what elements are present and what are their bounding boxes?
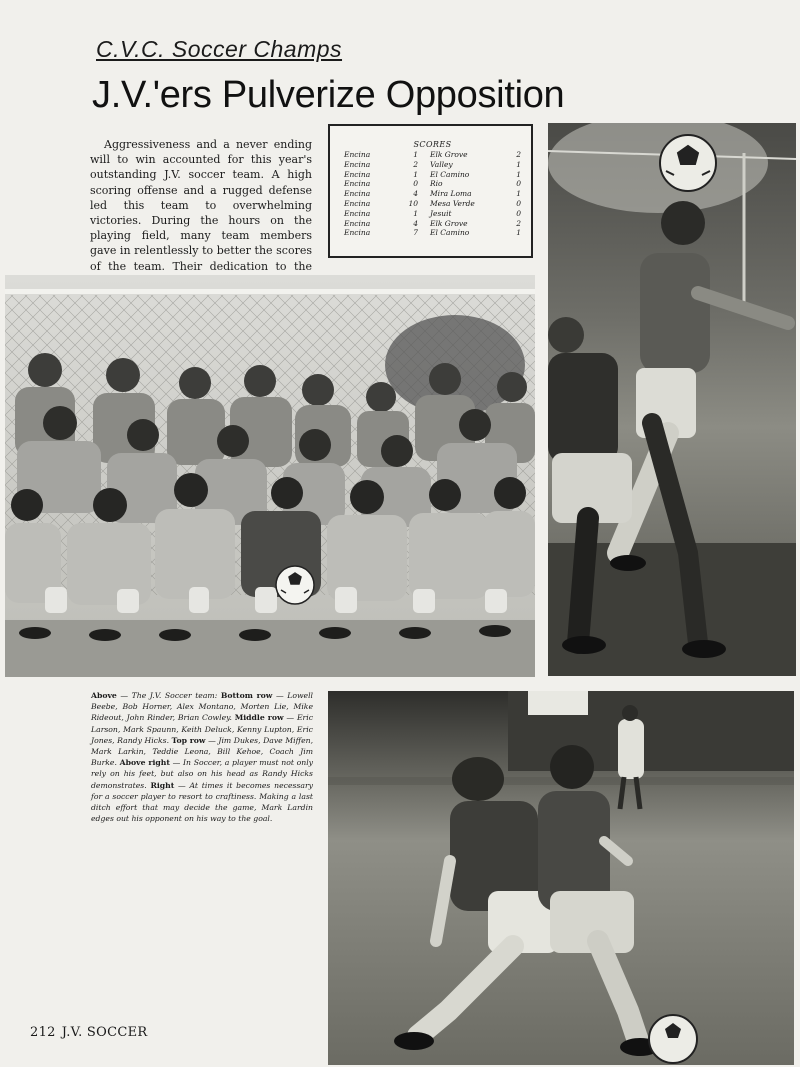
score-opponent: Elk Grove: [430, 150, 468, 159]
score-row: [344, 228, 521, 238]
score-opponent-points: 0: [516, 198, 521, 208]
score-opponent: Valley: [430, 159, 453, 169]
score-team-points: 1: [413, 208, 418, 218]
scores-title: SCORES: [413, 140, 452, 149]
score-team: Encina: [344, 179, 371, 189]
score-opponent: Mesa Verde: [430, 198, 475, 208]
score-team-points: 0: [413, 179, 418, 189]
scores-table: [344, 150, 521, 238]
caption-middle-lead: Middle row: [234, 713, 284, 723]
scores-box: [328, 124, 533, 258]
page-number: 212: [30, 1025, 56, 1040]
section-name: J.V. SOCCER: [61, 1025, 148, 1040]
score-opponent-points: 1: [516, 169, 521, 179]
score-team-points: 10: [408, 198, 418, 208]
score-opponent-points: 2: [516, 218, 521, 228]
score-row: [344, 219, 521, 229]
score-team: Encina: [344, 169, 371, 179]
caption-above-right-text: — In Soccer, a player must not only rely on his feet, but also on his head as Randy Hicks demonstrates.: [91, 758, 313, 790]
score-opponent-points: 1: [516, 159, 521, 169]
score-opponent: El Camino: [430, 228, 470, 238]
score-row: [344, 189, 521, 199]
score-row: [344, 170, 521, 180]
score-opponent-points: 2: [516, 150, 521, 159]
score-row: [344, 150, 521, 160]
score-row: [344, 209, 521, 219]
caption-bottom-lead: Bottom row: [220, 691, 273, 700]
caption-bottom-text: — Lowell Beebe, Bob Horner, Alex Montano, Morten Lie, Mike Rideout, John Rinder, Brian Cowley.: [91, 691, 314, 723]
score-team: Encina: [344, 189, 371, 199]
page-headline: J.V.'ers Pulverize Opposition: [92, 74, 565, 116]
score-opponent: Mira Loma: [430, 189, 472, 199]
team-photo: [5, 275, 535, 677]
score-row: [344, 199, 521, 209]
score-opponent: El Camino: [430, 169, 470, 179]
score-opponent: Elk Grove: [430, 218, 468, 228]
score-row: [344, 179, 521, 189]
score-opponent-points: 0: [516, 179, 521, 189]
dribble-photo: [328, 691, 794, 1065]
score-team-points: 2: [413, 159, 418, 169]
score-team: Encina: [344, 198, 371, 208]
photo-caption: [91, 690, 313, 824]
caption-above-right-lead: Above right: [119, 758, 170, 768]
caption-above-lead: Above: [91, 691, 117, 700]
score-team: Encina: [344, 150, 371, 159]
caption-right-lead: Right: [150, 780, 175, 790]
score-team-points: 4: [413, 218, 418, 228]
caption-above-text: — The J.V. Soccer team:: [116, 691, 221, 700]
score-opponent: Rio: [430, 179, 443, 189]
score-team: Encina: [344, 208, 371, 218]
caption-middle-text: — Eric Larson, Mark Spaunn, Keith Deluck, Kenny Lupton, Eric Jones, Randy Hicks.: [91, 713, 313, 745]
score-opponent-points: 0: [516, 208, 521, 218]
score-opponent-points: 1: [516, 189, 521, 199]
score-team: Encina: [344, 159, 371, 169]
score-opponent-points: 1: [516, 228, 521, 238]
score-team-points: 7: [413, 228, 418, 238]
score-team-points: 1: [413, 169, 418, 179]
intro-paragraph: Aggressiveness and a never ending will to win accounted for this year's outstanding J.V. soccer team. A high scoring offense and a rugged defense led this team to overwhelming victories. During the hours on the playing field, many team members gave in relentlessly to better the scores of the team. Their dedication to the: [90, 138, 312, 273]
score-row: [344, 160, 521, 170]
caption-right-text: — At times it becomes necessary for a soccer player to resort to craftiness. Making a last ditch effort that may decide the game, Mark Lardin edges out his opponent on his way to the goal.: [91, 780, 313, 824]
score-team: Encina: [344, 218, 371, 228]
score-team-points: 4: [413, 189, 418, 199]
score-team-points: 1: [413, 150, 418, 159]
score-opponent: Jesuit: [430, 208, 452, 218]
heading-ball-photo: [548, 123, 796, 676]
page-footer: [30, 1025, 147, 1040]
section-kicker: C.V.C. Soccer Champs: [96, 36, 343, 62]
caption-top-text: — Jim Dukes, Dave Miffen, Mark Larkin, Teddie Leona, Bill Kehoe, Coach Jim Burke.: [91, 735, 314, 768]
score-team: Encina: [344, 228, 371, 238]
caption-top-lead: Top row: [171, 735, 206, 745]
